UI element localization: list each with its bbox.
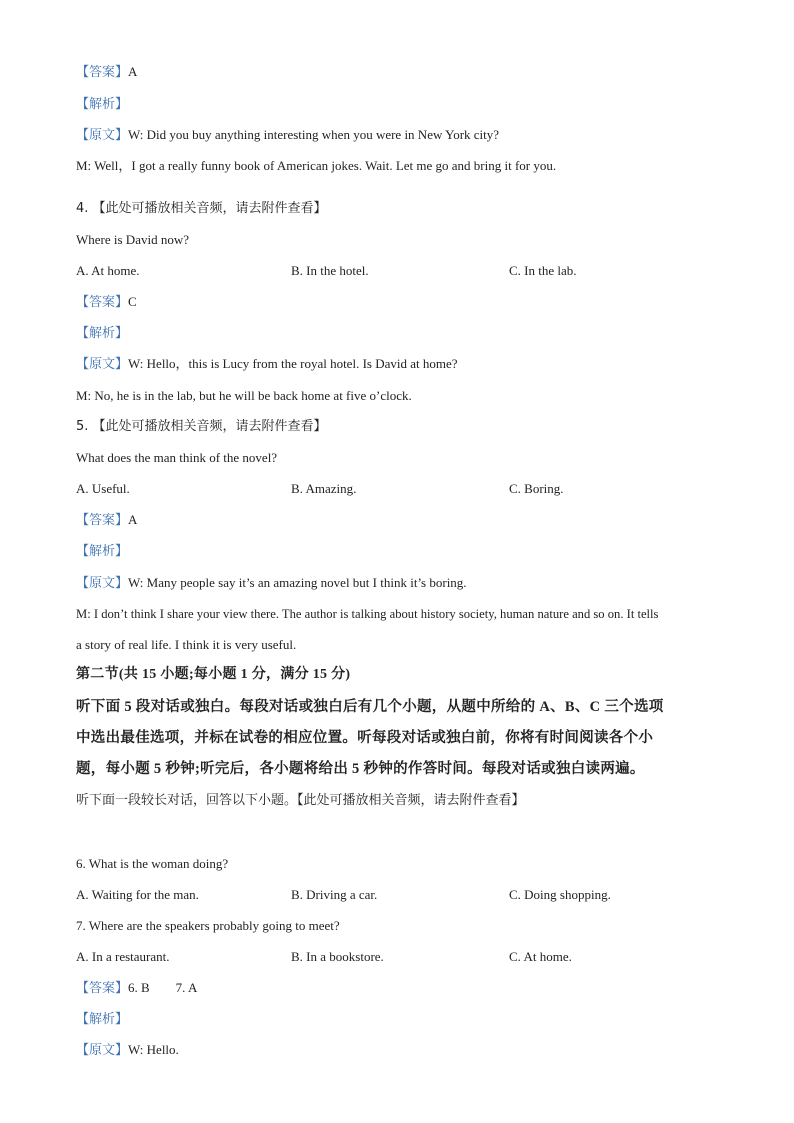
q5-question: What does the man think of the novel? [76,450,278,465]
q4-answer-line [76,294,137,311]
transcript-tag: 【原文】 [76,128,129,143]
q5-transcript-m2: a story of real life. I think it is very useful. [76,637,297,652]
transcript-tag: 【原文】 [76,357,129,372]
answer-tag: 【答案】 [76,295,129,310]
section2-listen-prompt: 听下面一段较长对话，回答以下小题。【此处可播放相关音频，请去附件查看】 [76,793,525,808]
answer-tag: 【答案】 [76,981,129,996]
q7-question: 7. Where are the speakers probably going to meet? [76,918,340,933]
q5-option-b: B. Amazing. [291,481,357,496]
q6-option-b: B. Driving a car. [291,887,378,902]
q6-option-c: C. Doing shopping. [509,887,611,902]
analysis-tag: 【解析】 [76,1012,129,1027]
q67-analysis-line [76,1011,128,1028]
q5-answer-line [76,512,137,529]
q5-analysis-line [76,543,128,560]
analysis-tag: 【解析】 [76,326,129,341]
q4-transcript-m: M: No, he is in the lab, but he will be back home at five o’clock. [76,388,412,403]
q4-option-a: A. At home. [76,263,140,278]
section2-instruction-2: 中选出最佳选项，并标在试卷的相应位置。听每段对话或独白前，你将有时间阅读各个小 [76,730,654,746]
answer-tag: 【答案】 [76,65,129,80]
q5-transcript-m1: M: I don’t think I share your view there. The author is talking about history society, human nature and so on. It tells [76,607,659,621]
transcript-tag: 【原文】 [76,576,129,591]
q4-stem: 4. 【此处可播放相关音频，请去附件查看】 [76,201,327,216]
q3-answer-line [76,64,137,81]
answer-tag: 【答案】 [76,513,129,528]
q3-analysis-line [76,96,128,113]
analysis-tag: 【解析】 [76,97,129,112]
q6-question: 6. What is the woman doing? [76,856,229,871]
q5-option-c: C. Boring. [509,481,564,496]
q4-option-b: B. In the hotel. [291,263,369,278]
q7-option-c: C. At home. [509,949,572,964]
q5-transcript-w: W: Many people say it’s an amazing novel but I think it’s boring. [128,575,467,590]
q5-answer: A [128,512,138,527]
q4-option-c: C. In the lab. [509,263,577,278]
q6-option-a: A. Waiting for the man. [76,887,199,902]
q3-transcript-line [76,127,499,144]
q4-question: Where is David now? [76,232,189,247]
q7-option-b: B. In a bookstore. [291,949,384,964]
q3-answer: A [128,64,138,79]
q3-transcript-m: M: Well，I got a really funny book of American jokes. Wait. Let me go and bring it for you. [76,158,557,173]
q67-transcript-w: W: Hello. [128,1042,179,1057]
q67-transcript-line [76,1042,179,1059]
section2-title: 第二节(共 15 小题;每小题 1 分，满分 15 分) [76,667,351,682]
q3-transcript-w: W: Did you buy anything interesting when you were in New York city? [128,127,500,142]
analysis-tag: 【解析】 [76,544,129,559]
q4-transcript-line [76,356,458,373]
q4-transcript-w: W: Hello，this is Lucy from the royal hotel. Is David at home? [128,356,458,371]
section2-instruction-1: 听下面 5 段对话或独白。每段对话或独白后有几个小题，从题中所给的 A、B、C 三个选项 [76,699,664,715]
q5-stem: 5. 【此处可播放相关音频，请去附件查看】 [76,419,327,434]
q5-option-a: A. Useful. [76,481,130,496]
q5-transcript-line [76,575,467,592]
q4-answer: C [128,294,137,309]
section2-instruction-3: 题，每小题 5 秒钟;听完后，各小题将给出 5 秒钟的作答时间。每段对话或独白读两遍。 [76,761,645,777]
transcript-tag: 【原文】 [76,1043,129,1058]
q67-answer: 6. B 7. A [128,980,198,995]
q4-analysis-line [76,325,128,342]
q67-answer-line [76,980,197,997]
q7-option-a: A. In a restaurant. [76,949,170,964]
